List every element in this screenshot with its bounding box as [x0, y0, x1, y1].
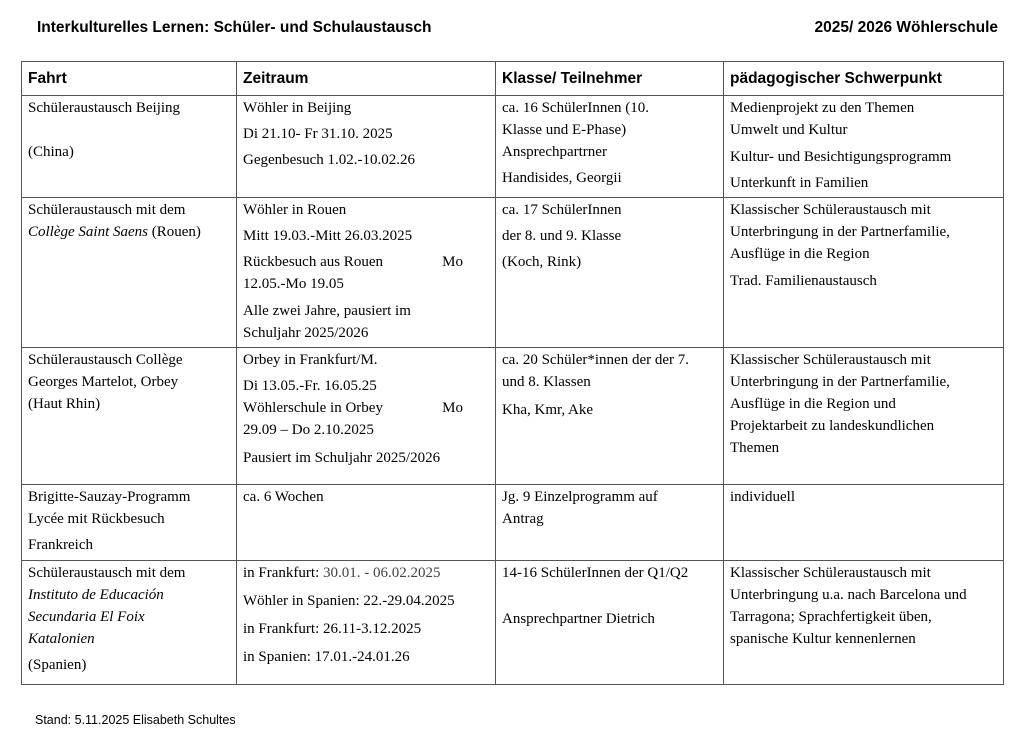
- cell-text: Wöhler in Rouen: [243, 202, 347, 218]
- cell-text: Unterbringung in der Partnerfamilie,: [730, 224, 950, 240]
- cell-text: Tarragona; Sprachfertigkeit üben,: [730, 609, 932, 625]
- cell-text: in Spanien: 17.01.-24.01.26: [243, 649, 410, 665]
- cell-fahrt: [22, 198, 237, 348]
- cell-schwerpunkt: [724, 485, 1004, 561]
- cell-text: Gegenbesuch 1.02.-10.02.26: [243, 152, 416, 168]
- cell-text: Mitt 19.03.-Mitt 26.03.2025: [243, 228, 413, 244]
- cell-text-italic: Collège Saint Saens: [28, 224, 148, 240]
- table-row: [22, 348, 1004, 485]
- cell-text: Mo: [442, 254, 463, 270]
- cell-text: Klasse und E-Phase): [502, 122, 627, 138]
- cell-text: ca. 17 SchülerInnen: [502, 202, 622, 218]
- cell-text: Di 21.10- Fr 31.10. 2025: [243, 126, 393, 142]
- cell-text: Medienprojekt zu den Themen: [730, 100, 915, 116]
- exchange-table: [21, 61, 1004, 685]
- cell-text: Schuljahr 2025/2026: [243, 325, 369, 341]
- cell-text: 14-16 SchülerInnen der Q1/Q2: [502, 565, 689, 581]
- cell-text: (China): [28, 144, 74, 160]
- cell-text: (Rouen): [148, 224, 201, 240]
- cell-text: Jg. 9 Einzelprogramm auf: [502, 489, 658, 505]
- table-row: [22, 96, 1004, 198]
- table-row: [22, 485, 1004, 561]
- cell-text: 29.09 – Do 2.10.2025: [243, 422, 374, 438]
- cell-text: der 8. und 9. Klasse: [502, 228, 622, 244]
- cell-text: Unterkunft in Familien: [730, 175, 869, 191]
- cell-text: Antrag: [502, 511, 544, 527]
- cell-text: Ausflüge in die Region und: [730, 396, 896, 412]
- cell-text: Projektarbeit zu landeskundlichen: [730, 418, 935, 434]
- cell-text: Frankreich: [28, 537, 93, 553]
- cell-text: und 8. Klassen: [502, 374, 591, 390]
- cell-text: Ausflüge in die Region: [730, 246, 870, 262]
- cell-fahrt: [22, 561, 237, 685]
- cell-text: Wöhlerschule in Orbey: [243, 400, 383, 416]
- footer-stand: Stand: 5.11.2025 Elisabeth Schultes: [35, 713, 236, 727]
- cell-klasse: [496, 96, 724, 198]
- cell-text: Schüleraustausch mit dem: [28, 565, 186, 581]
- cell-text: Georges Martelot, Orbey: [28, 374, 179, 390]
- cell-text: 12.05.-Mo 19.05: [243, 276, 344, 292]
- cell-text: Schüleraustausch Collège: [28, 352, 183, 368]
- cell-zeitraum: [237, 198, 496, 348]
- cell-text: Schüleraustausch Beijing: [28, 100, 181, 116]
- cell-text: (Koch, Rink): [502, 254, 582, 270]
- table-row: [22, 561, 1004, 685]
- cell-text: Trad. Familienaustausch: [730, 273, 877, 289]
- cell-schwerpunkt: [724, 198, 1004, 348]
- cell-text: individuell: [730, 489, 795, 505]
- cell-text-italic: Secundaria El Foix: [28, 609, 145, 625]
- cell-text: Unterbringung in der Partnerfamilie,: [730, 374, 950, 390]
- cell-text: Kha, Kmr, Ake: [502, 402, 594, 418]
- cell-text: Handisides, Georgii: [502, 170, 622, 186]
- cell-text: Ansprechpartrner: [502, 144, 607, 160]
- table-row: [22, 198, 1004, 348]
- cell-zeitraum: [237, 485, 496, 561]
- cell-schwerpunkt: [724, 561, 1004, 685]
- cell-text: (Spanien): [28, 657, 87, 673]
- cell-klasse: [496, 485, 724, 561]
- cell-schwerpunkt: [724, 96, 1004, 198]
- cell-fahrt: [22, 348, 237, 485]
- cell-text: ca. 6 Wochen: [243, 489, 324, 505]
- document-title: Interkulturelles Lernen: Schüler- und Schulaustausch: [37, 19, 432, 36]
- cell-text: Wöhler in Beijing: [243, 100, 352, 116]
- cell-text: Kultur- und Besichtigungsprogramm: [730, 149, 952, 165]
- cell-zeitraum: [237, 561, 496, 685]
- cell-text: in Frankfurt: 26.11-3.12.2025: [243, 621, 422, 637]
- cell-klasse: [496, 561, 724, 685]
- cell-zeitraum: [237, 96, 496, 198]
- cell-text: Alle zwei Jahre, pausiert im: [243, 303, 411, 319]
- column-header-fahrt: Fahrt: [22, 62, 237, 96]
- cell-text: Unterbringung u.a. nach Barcelona und: [730, 587, 967, 603]
- cell-zeitraum: [237, 348, 496, 485]
- school-year-label: 2025/ 2026 Wöhlerschule: [814, 19, 998, 36]
- cell-text-italic: Katalonien: [28, 631, 95, 647]
- cell-text: ca. 20 Schüler*innen der der 7.: [502, 352, 690, 368]
- cell-text: Ansprechpartner Dietrich: [502, 611, 655, 627]
- cell-fahrt: [22, 485, 237, 561]
- column-header-klasse: Klasse/ Teilnehmer: [496, 62, 724, 96]
- cell-text-italic: Instituto de Educación: [28, 587, 164, 603]
- cell-text: Rückbesuch aus Rouen: [243, 254, 383, 270]
- column-header-zeitraum: Zeitraum: [237, 62, 496, 96]
- cell-text: Umwelt und Kultur: [730, 122, 848, 138]
- cell-klasse: [496, 348, 724, 485]
- cell-fahrt: [22, 96, 237, 198]
- cell-text: Orbey in Frankfurt/M.: [243, 352, 378, 368]
- cell-text: Lycée mit Rückbesuch: [28, 511, 165, 527]
- cell-text: ca. 16 SchülerInnen (10.: [502, 100, 650, 116]
- cell-schwerpunkt: [724, 348, 1004, 485]
- cell-text: Klassischer Schüleraustausch mit: [730, 352, 931, 368]
- cell-text: spanische Kultur kennenlernen: [730, 631, 916, 647]
- cell-text: Brigitte-Sauzay-Programm: [28, 489, 191, 505]
- cell-text: Klassischer Schüleraustausch mit: [730, 202, 931, 218]
- table-header-row: [22, 62, 1004, 96]
- cell-text: Pausiert im Schuljahr 2025/2026: [243, 450, 441, 466]
- cell-text: 30.01. - 06.02.2025: [323, 565, 441, 581]
- cell-klasse: [496, 198, 724, 348]
- cell-text: Themen: [730, 440, 780, 456]
- cell-text: Di 13.05.-Fr. 16.05.25: [243, 378, 377, 394]
- column-header-schwerpunkt: pädagogischer Schwerpunkt: [724, 62, 1004, 96]
- cell-text: in Frankfurt:: [243, 565, 323, 581]
- cell-text: Klassischer Schüleraustausch mit: [730, 565, 931, 581]
- cell-text: Mo: [442, 400, 463, 416]
- cell-text: (Haut Rhin): [28, 396, 101, 412]
- cell-text: Wöhler in Spanien: 22.-29.04.2025: [243, 593, 455, 609]
- cell-text: Schüleraustausch mit dem: [28, 202, 186, 218]
